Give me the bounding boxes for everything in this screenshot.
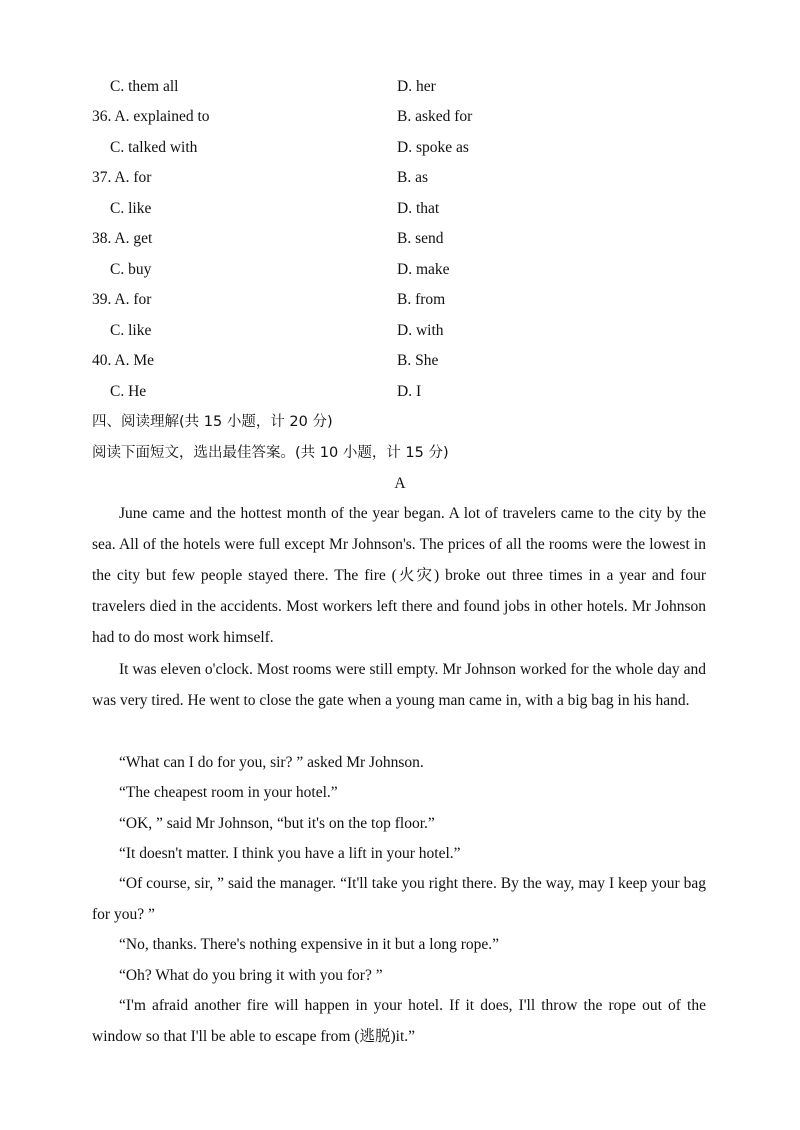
option-row (0, 227, 800, 251)
option-right: D. her (397, 78, 436, 95)
dialogue-line: “Of course, sir, ” said the manager. “It'll take you right there. By the way, may I keep your bag for you? ” (92, 875, 706, 923)
option-left: C. like (110, 200, 152, 217)
passage-title: A (394, 475, 406, 492)
dialogue-line: “No, thanks. There's nothing expensive in it but a long rope.” (119, 936, 500, 953)
option-left: 40. A. Me (92, 352, 154, 369)
option-row (0, 380, 800, 404)
option-left: C. talked with (110, 139, 198, 156)
option-right: D. make (397, 261, 450, 278)
option-right: B. asked for (397, 108, 473, 125)
option-row (0, 105, 800, 129)
option-left: C. buy (110, 261, 152, 278)
option-left: 36. A. explained to (92, 108, 210, 125)
dialogue-line: “It doesn't matter. I think you have a lift in your hotel.” (119, 845, 461, 862)
option-left: 39. A. for (92, 291, 152, 308)
sub-heading: 阅读下面短文，选出最佳答案。(共 10 小题，计 15 分) (92, 445, 449, 461)
option-right: B. from (397, 291, 446, 308)
option-row (0, 197, 800, 221)
option-left: 37. A. for (92, 169, 152, 186)
option-right: B. send (397, 230, 444, 247)
option-row (0, 349, 800, 373)
option-left: C. He (110, 383, 147, 400)
dialogue-line: “Oh? What do you bring it with you for? ” (119, 967, 383, 984)
option-right: D. spoke as (397, 139, 469, 156)
dialogue-line: “The cheapest room in your hotel.” (119, 784, 338, 801)
option-row (0, 166, 800, 190)
option-right: B. She (397, 352, 439, 369)
dialogue-line: “I'm afraid another fire will happen in your hotel. If it does, I'll throw the rope out of the window so that I'll be able to escape from (逃脱)it.” (92, 997, 706, 1045)
passage-paragraph: June came and the hottest month of the year began. A lot of travelers came to the city by the sea. All of the hotels were full except Mr Johnson's. The prices of all the rooms were the lowest in the city but few people stayed there. The fire (火灾) broke out three times in a year and four travelers died in the accidents. Most workers left there and found jobs in other hotels. Mr Johnson had to do most work himself. (92, 505, 706, 646)
option-row (0, 136, 800, 160)
option-left: C. them all (110, 78, 179, 95)
section-heading: 四、阅读理解(共 15 小题，计 20 分) (92, 414, 333, 430)
option-row (0, 258, 800, 282)
option-right: D. that (397, 200, 440, 217)
option-row (0, 75, 800, 99)
option-left: C. like (110, 322, 152, 339)
option-row (0, 288, 800, 312)
option-right: B. as (397, 169, 428, 186)
option-left: 38. A. get (92, 230, 153, 247)
dialogue-line: “What can I do for you, sir? ” asked Mr Johnson. (119, 754, 424, 771)
option-row (0, 319, 800, 343)
dialogue-line: “OK, ” said Mr Johnson, “but it's on the top floor.” (119, 815, 435, 832)
option-right: D. I (397, 383, 422, 400)
passage-paragraph: It was eleven o'clock. Most rooms were still empty. Mr Johnson worked for the whole day and was very tired. He went to close the gate when a young man came in, with a big bag in his hand. (92, 661, 706, 709)
option-right: D. with (397, 322, 444, 339)
